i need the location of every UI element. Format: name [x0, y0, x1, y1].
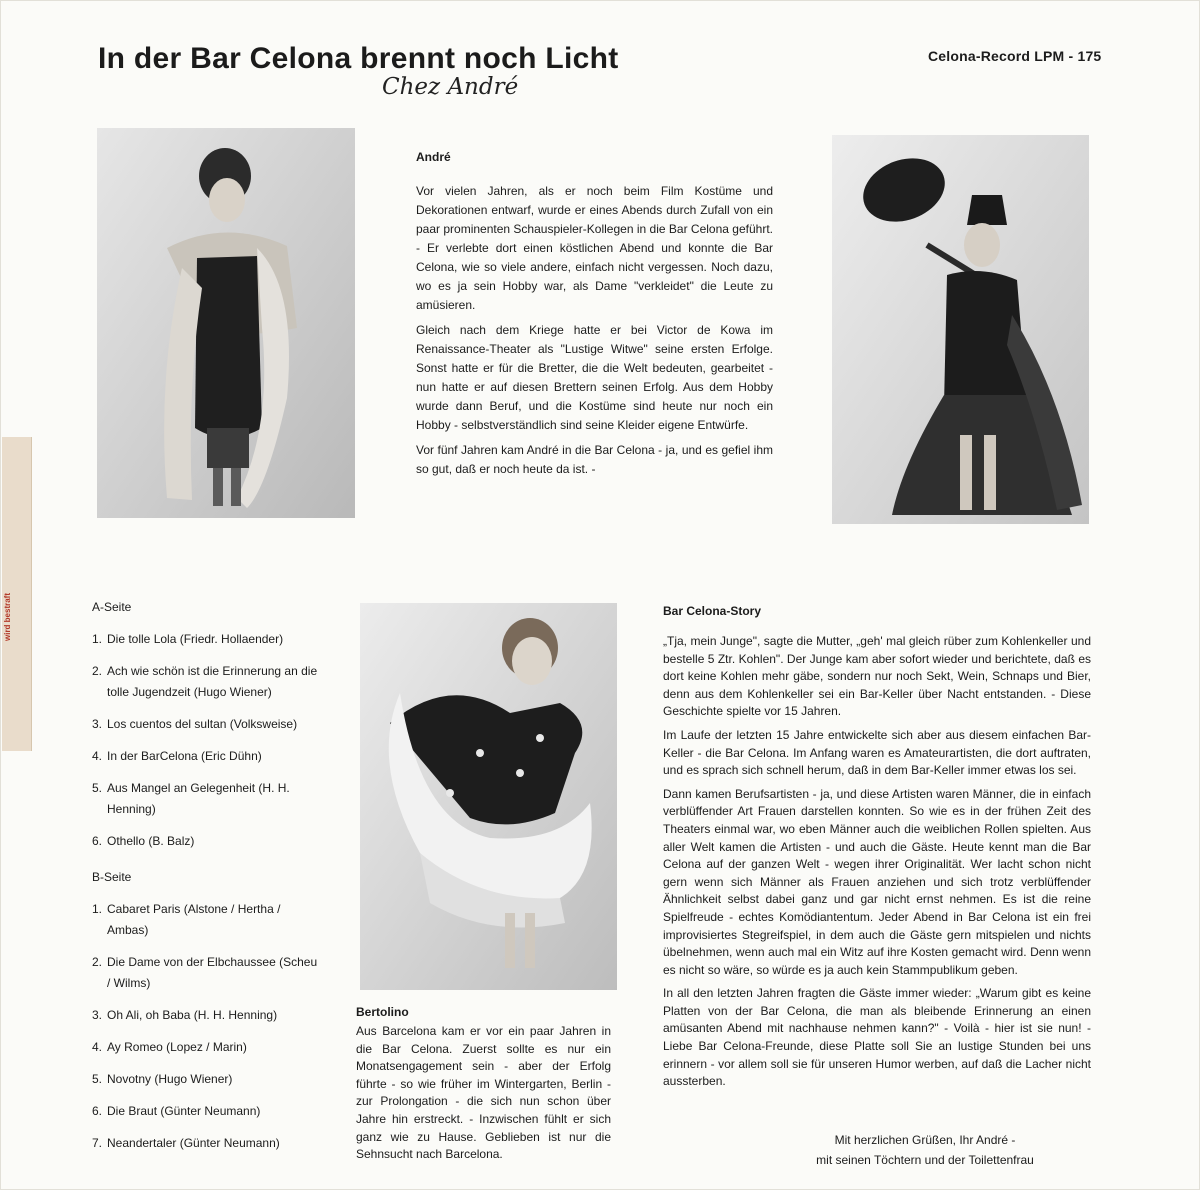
story-text: [663, 633, 1091, 1097]
closing-signature: mit seinen Töchtern und der Toilettenfrau: [816, 1153, 1034, 1167]
closing-greeting: Mit herzlichen Grüßen, Ihr André -: [834, 1133, 1016, 1147]
track-number: 4.: [92, 749, 103, 763]
track-title: Othello (B. Balz): [107, 834, 195, 848]
andre-paragraph: Vor vielen Jahren, als er noch beim Film Kostüme und Dekorationen entwarf, wurde er eines Abends durch Zufall von ein paar prominenten Schauspieler-Kollegen in die Bar Celona geführt. - Er verlebte dort einen köstlichen Abend und konnte die Bar Celona, wie so viele andere, einfach nicht vergessen. Noch dazu, wo es ja sein Hobby war, als Dame "verkleidet" die Leute zu amüsieren.: [416, 184, 773, 312]
andre-photo-left: [97, 128, 355, 518]
track-number: 6.: [92, 834, 103, 848]
track-number: 5.: [92, 1072, 103, 1086]
story-paragraph: In all den letzten Jahren fragten die Gäste immer wieder: „Warum gibt es keine Platten von der Bar Celona, die man als bleibende Erinnerung an einen amüsanten Abend mit nachhause nehmen kann?" - Voilà - hier ist sie nun! - Liebe Bar Celona-Freunde, diese Platte soll Sie an lustige Stunden bei uns erinnern - vor allem soll sie für unseren Humor werben, auf daß die Lacher nicht aussterben.: [663, 986, 1091, 1089]
track-item: [92, 952, 322, 994]
bertolino-photo: [360, 603, 617, 990]
side-a-label: A-Seite: [92, 600, 132, 614]
story-paragraph: Dann kamen Berufsartisten - ja, und diese Artisten waren Männer, die in einfach verblüffender Art Frauen darstellen konnten. So wie es in der frühen Zeit des Theaters einmal war, wo eben Männer auch die weiblichen Rollen spielten. Aus aller Welt kamen die Artisten - und auch die Gäste. Heute kennt man die Bar Celona auf der ganzen Welt - wegen ihrer Originalität. Wer lacht schon nicht gern wenn sich Männer als Frauen anziehen und sich trotz verblüffender Ähnlichkeit selbst dabei ganz und gar nicht ernst nehmen. Es ist die reine Spielfreude - echtes Komödiantentum. Jeder Abend in Bar Celona ist ein frei improvisiertes Stegreifspiel, in dem auch die Gäste gern mitspielen und nichts übelnehmen, wenn auch mal ein Witz auf ihre Kosten gemacht wird. Denn wenn es nicht so wäre, so würde es ja auch kein Stammpublikum geben.: [663, 786, 1091, 977]
track-number: 5.: [92, 781, 103, 795]
track-item: [92, 899, 322, 941]
track-title: Ay Romeo (Lopez / Marin): [107, 1040, 247, 1054]
story-paragraph: Im Laufe der letzten 15 Jahre entwickelte sich aber aus diesem einfachen Bar-Keller - die Bar Celona. Im Anfang waren es Amateurartisten, die dort auftraten, und es sprach sich schnell herum, daß in dem Bar-Keller immer etwas los sei.: [663, 727, 1091, 778]
story-closing: [760, 1130, 1090, 1170]
andre-paragraph: Gleich nach dem Kriege hatte er bei Victor de Kowa im Renaissance-Theater als "Lustige Witwe" seine ersten Erfolge. Sonst hatte er für die Bretter, die die Welt bedeuten, gearbeitet - nun hatte er auf diesen Brettern seinen Erfolg. Aus dem Hobby wurde dann Beruf, und die Kostüme sind heute nur noch ein Hobby - selbstverständlich sind seine Kleider eigene Entwürfe.: [416, 323, 773, 432]
track-number: 4.: [92, 1040, 103, 1054]
track-number: 2.: [92, 955, 103, 969]
track-item: [92, 778, 322, 820]
track-title: Cabaret Paris (Alstone / Hertha / Ambas): [107, 902, 281, 937]
story-paragraph: „Tja, mein Junge", sagte die Mutter, „geh' mal gleich rüber zum Kohlenkeller und bestelle 5 Ztr. Kohlen". Der Junge kam aber sofort wieder und berichtete, daß es dort keine Kohlen mehr gäbe, sondern nur noch Sekt, Wein, Schnaps und Bier, denn aus dem Kohlenkeller sei ein Bar-Keller über Nacht entstanden. - Diese Geschichte spielte vor 15 Jahren.: [663, 634, 1091, 719]
tracklist: [92, 600, 322, 1165]
track-item: [92, 831, 322, 852]
track-title: Aus Mangel an Gelegenheit (H. H. Henning): [107, 781, 290, 816]
track-number: 7.: [92, 1136, 103, 1150]
track-item: [92, 1069, 322, 1090]
track-item: [92, 661, 322, 703]
stamp-text: wird bestraft: [3, 592, 12, 641]
bertolino-text: Aus Barcelona kam er vor ein paar Jahren in die Bar Celona. Zuerst sollte es nur ein Monatsengagement sein - aber der Erfolg führte - so wie früher im Wintergarten, Berlin - zur Prolongation - die sich nun schon über Jahre hin erstreckt. - Inzwischen fühlt er sich ganz wie zu Hause. Geblieben ist nur die Sehnsucht nach Barcelona.: [356, 1024, 611, 1162]
track-title: Die tolle Lola (Friedr. Hollaender): [107, 632, 284, 646]
andre-paragraph: Vor fünf Jahren kam André in die Bar Celona - ja, und es gefiel ihm so gut, daß er noch heute da ist. -: [416, 443, 773, 476]
track-item: [92, 1133, 322, 1154]
track-number: 6.: [92, 1104, 103, 1118]
track-title: Los cuentos del sultan (Volksweise): [107, 717, 298, 731]
track-number: 3.: [92, 717, 103, 731]
track-item: [92, 1101, 322, 1122]
track-title: Neandertaler (Günter Neumann): [107, 1136, 280, 1150]
track-title: Die Braut (Günter Neumann): [107, 1104, 261, 1118]
track-item: [92, 714, 322, 735]
andre-heading: André: [416, 150, 451, 164]
track-number: 2.: [92, 664, 103, 678]
andre-text: [416, 182, 773, 485]
story-heading: Bar Celona-Story: [663, 604, 762, 618]
track-title: Die Dame von der Elbchaussee (Scheu / Wilms): [107, 955, 318, 990]
track-item: [92, 1037, 322, 1058]
track-number: 1.: [92, 902, 103, 916]
track-item: [92, 629, 322, 650]
side-b-label: B-Seite: [92, 870, 132, 884]
track-item: [92, 1005, 322, 1026]
track-item: [92, 746, 322, 767]
page-title: In der Bar Celona brennt noch Licht: [98, 42, 619, 75]
track-title: Novotny (Hugo Wiener): [107, 1072, 233, 1086]
track-title: Oh Ali, oh Baba (H. H. Henning): [107, 1008, 278, 1022]
track-number: 3.: [92, 1008, 103, 1022]
track-title: Ach wie schön ist die Erinnerung an die tolle Jugendzeit (Hugo Wiener): [107, 664, 318, 699]
andre-photo-right: [832, 135, 1089, 524]
page-subtitle: Chez André: [382, 74, 519, 100]
bertolino-heading: Bertolino: [356, 1005, 409, 1019]
track-number: 1.: [92, 632, 103, 646]
track-title: In der BarCelona (Eric Dühn): [107, 749, 262, 763]
catalog-number: Celona-Record LPM - 175: [928, 48, 1102, 64]
sticker-stamp: [2, 437, 32, 751]
